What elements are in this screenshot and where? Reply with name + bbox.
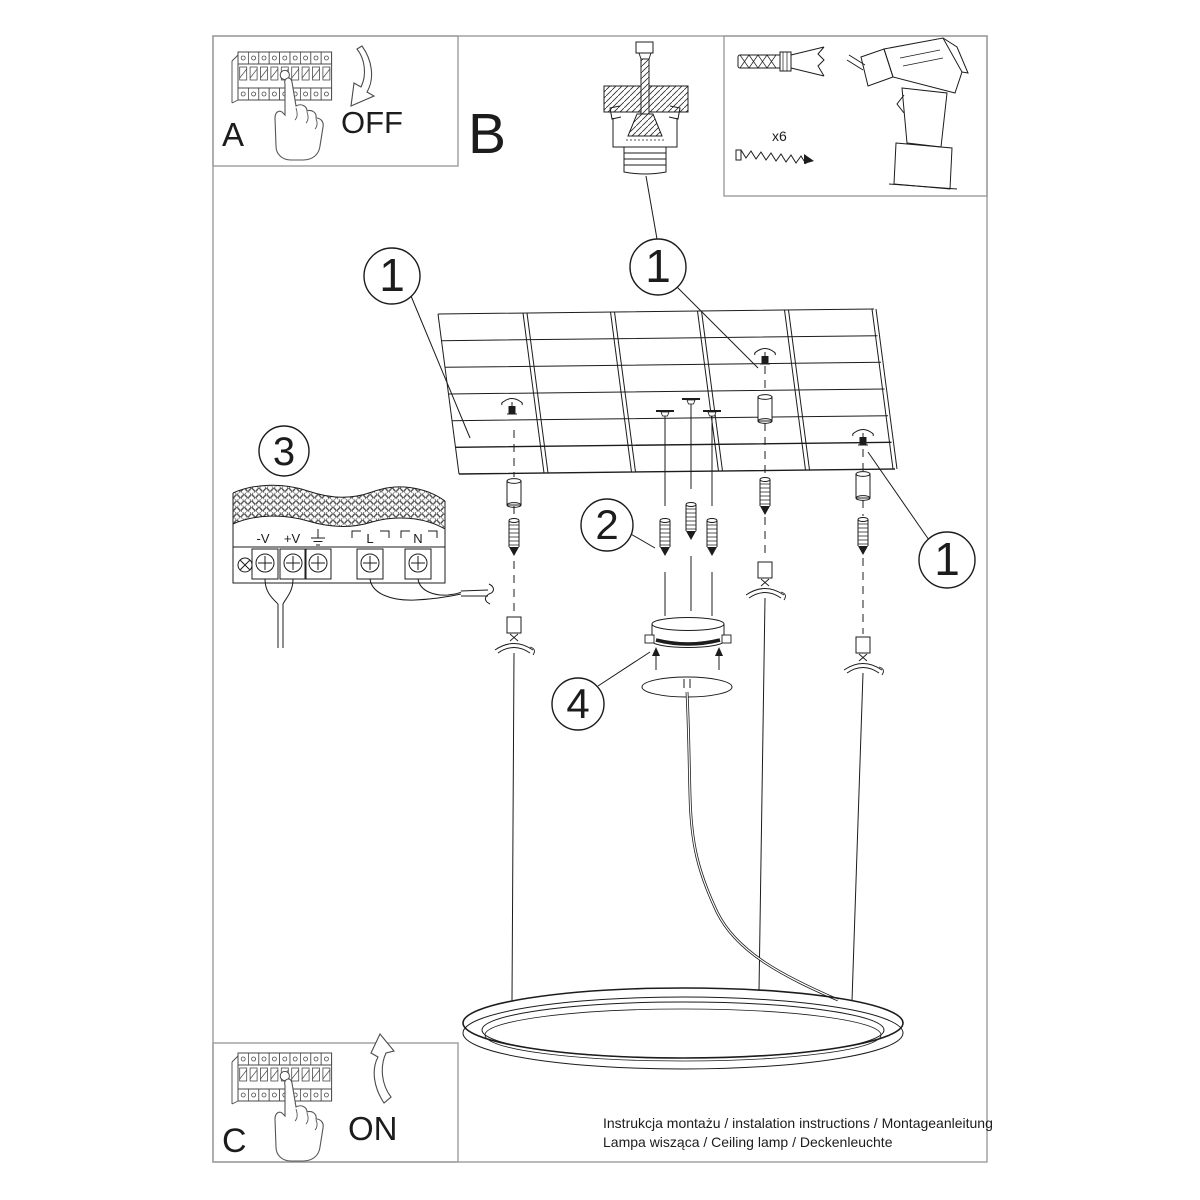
wall-plug-left xyxy=(507,479,521,508)
svg-text:1: 1 xyxy=(379,249,405,301)
terminal-neg-label: -V xyxy=(256,531,270,546)
suspension-wire-right xyxy=(852,673,863,1001)
step-a-label: A xyxy=(222,116,245,153)
grid-anchor-left xyxy=(502,399,523,415)
suspension-column-middle xyxy=(746,366,785,991)
step-c-label: C xyxy=(222,1122,247,1160)
suspended-ceiling-grid xyxy=(438,309,897,474)
callout-3 xyxy=(259,426,309,476)
on-label: ON xyxy=(348,1110,398,1147)
driver-vent-pattern xyxy=(233,485,445,529)
suspension-column-left xyxy=(495,430,534,1001)
cable-gripper-right xyxy=(844,637,883,675)
screw-middle xyxy=(760,478,770,516)
footer xyxy=(603,1115,993,1150)
suspension-wire-middle xyxy=(759,598,765,991)
wall-plug-right xyxy=(856,472,870,501)
terminal-pos-label: +V xyxy=(283,531,301,546)
canopy-screw-2 xyxy=(686,503,696,541)
callout-2 xyxy=(581,499,655,551)
terminal-line-label: L xyxy=(366,531,374,546)
breaker-panel-icon xyxy=(232,52,332,103)
insert-arrow-left xyxy=(652,647,660,670)
detail-leader-line xyxy=(646,176,657,239)
svg-text:1: 1 xyxy=(934,533,960,585)
step-b-section xyxy=(468,42,688,239)
canopy-screw-1 xyxy=(660,519,670,557)
ceiling-anchor-detail xyxy=(604,42,688,174)
led-driver xyxy=(233,485,494,648)
callout-1-left xyxy=(364,248,470,438)
driver-output-cable xyxy=(265,579,293,648)
insert-arrow-right xyxy=(715,647,723,670)
canopy-body xyxy=(645,618,731,648)
footer-line-1: Instrukcja montażu / instalation instructions / Montageanleitung xyxy=(603,1115,993,1131)
on-arrow-icon xyxy=(371,1034,394,1103)
wall-plug-middle xyxy=(758,395,772,424)
suspension-column-right xyxy=(844,449,883,1001)
off-arrow-icon xyxy=(351,46,374,106)
breaker-panel-icon-c xyxy=(232,1053,332,1104)
off-label: OFF xyxy=(341,105,403,140)
callout-1-right xyxy=(868,452,975,588)
svg-text:2: 2 xyxy=(595,501,619,548)
grid-anchor-middle xyxy=(755,349,776,365)
wall-plug-icon xyxy=(738,47,824,76)
suspension-wire-left xyxy=(512,653,514,1001)
drill-icon xyxy=(847,38,968,189)
plug-qty-label: x6 xyxy=(772,128,787,144)
svg-text:4: 4 xyxy=(566,680,590,727)
mounting-hole xyxy=(238,558,252,572)
ground-symbol xyxy=(311,529,325,545)
canopy-screw-set xyxy=(656,399,721,616)
parts-panel xyxy=(724,36,987,196)
callout-4 xyxy=(552,652,650,730)
footer-line-2: Lampa wisząca / Ceiling lamp / Deckenleuchte xyxy=(603,1134,893,1150)
terminal-neutral-label: N xyxy=(413,531,423,546)
mounting-screw-icon xyxy=(736,150,814,164)
canopy-screw-3 xyxy=(707,519,717,557)
step-c-panel xyxy=(213,1034,458,1162)
cable-gripper-left xyxy=(495,617,534,655)
terminal-screws xyxy=(252,549,431,579)
svg-text:3: 3 xyxy=(272,430,296,474)
screw-right xyxy=(858,518,868,556)
step-b-label: B xyxy=(468,102,507,166)
svg-text:1: 1 xyxy=(645,240,671,292)
callout-1-middle xyxy=(630,239,758,368)
step-a-panel xyxy=(213,36,458,166)
ceiling-slab-right xyxy=(649,86,688,112)
cable-gripper-middle xyxy=(746,562,785,600)
canopy-assembly xyxy=(642,618,838,1001)
page-frame xyxy=(213,36,987,1162)
screw-left xyxy=(509,519,519,557)
